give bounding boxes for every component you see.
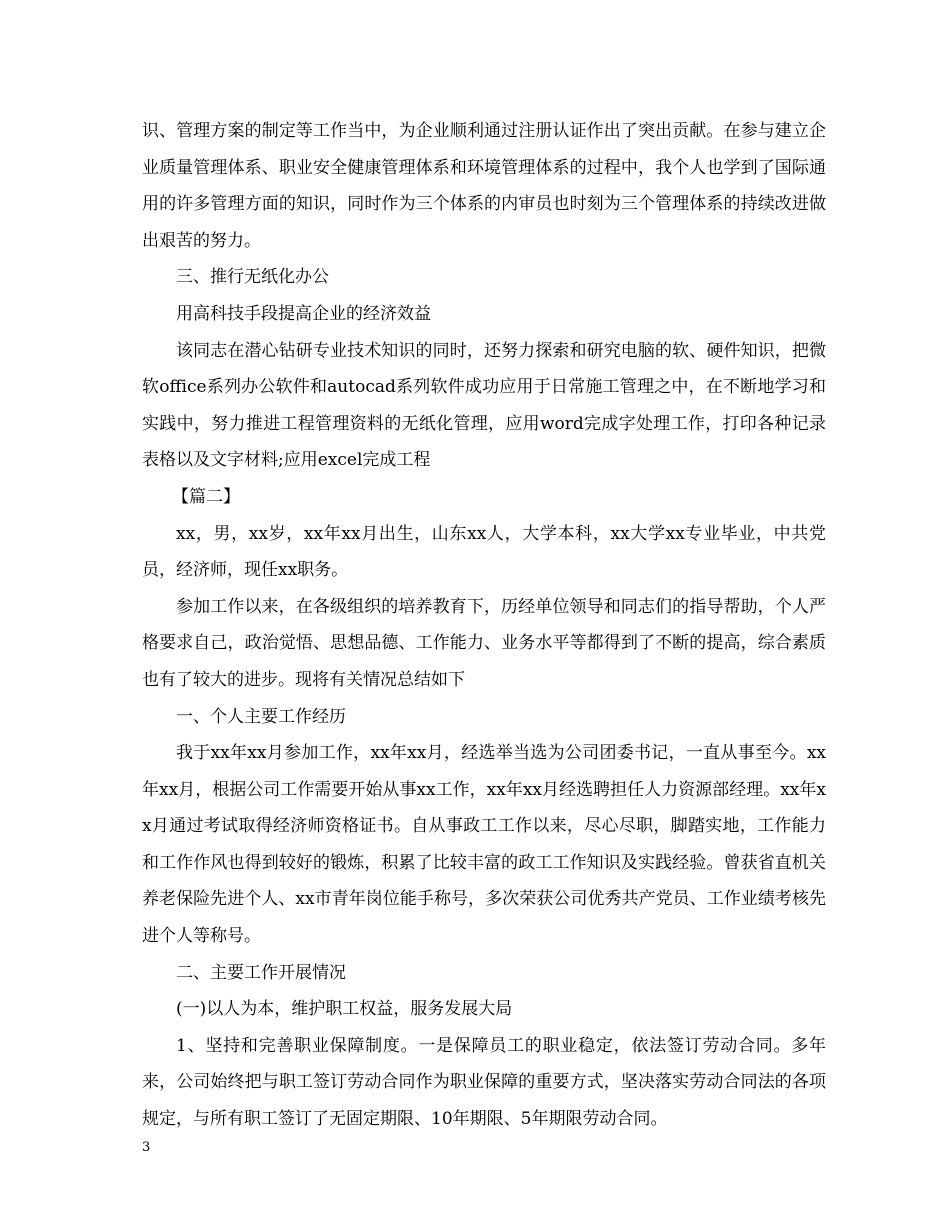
section-heading-3: 三、推行无纸化办公: [176, 267, 329, 288]
paragraph-5: 参加工作以来，在各级组织的培养教育下，历经单位领导和同志们的指导帮助，个人严格要求自己，政治觉悟、思想品德、工作能力、业务水平等都得到了不断的提高，综合素质也有了较大的进步。现将有关情况总结如下: [142, 596, 826, 690]
subsection-heading-1: (一)以人为本，维护职工权益，服务发展大局: [176, 999, 513, 1020]
paragraph-6: 我于xx年xx月参加工作，xx年xx月，经选举当选为公司团委书记，一直从事至今。xx年xx月，根据公司工作需要开始从事xx工作，xx年xx月经选聘担任人力资源部经理。xx年xx月通过考试取得经济师资格证书。自从事政工工作以来，尽心尽职，脚踏实地，工作能力和工作作风也得到较好的锻炼，积累了比较丰富的政工工作知识及实践经验。曾获省直机关养老保险先进个人、xx市青年岗位能手称号，多次荣获公司优秀共产党员、工作业绩考核先进个人等称号。: [142, 743, 826, 947]
part-two-heading: 【篇二】: [172, 486, 240, 507]
paragraph-7: 1、坚持和完善职业保障制度。一是保障员工的职业稳定，依法签订劳动合同。多年来，公司始终把与职工签订劳动合同作为职业保障的重要方式，坚决落实劳动合同法的各项规定，与所有职工签订了无固定期限、10年期限、5年期限劳动合同。: [142, 1035, 826, 1130]
paragraph-3: 该同志在潜心钻研专业技术知识的同时，还努力探索和研究电脑的软、硬件知识，把微软office系列办公软件和autocad系列软件成功应用于日常施工管理之中，在不断地学习和实践中，努力推进工程管理资料的无纸化管理，应用word完成字处理工作，打印各种记录表格以及文字材料;应用excel完成工程: [142, 340, 826, 471]
section-heading-1: 一、个人主要工作经历: [176, 706, 346, 727]
paragraph-1: 识、管理方案的制定等工作当中，为企业顺利通过注册认证作出了突出贡献。在参与建立企业质量管理体系、职业安全健康管理体系和环境管理体系的过程中，我个人也学到了国际通用的许多管理方面的知识，同时作为三个体系的内审员也时刻为三个管理体系的持续改进做出艰苦的努力。: [142, 121, 826, 251]
document-body: [142, 113, 826, 1138]
paragraph-2: 用高科技手段提高企业的经济效益: [176, 303, 431, 324]
page-number: 3: [142, 1140, 151, 1155]
paragraph-4: xx，男，xx岁，xx年xx月出生，山东xx人，大学本科，xx大学xx专业毕业，中共党员，经济师，现任xx职务。: [142, 523, 826, 581]
section-heading-2: 二、主要工作开展情况: [176, 962, 346, 983]
